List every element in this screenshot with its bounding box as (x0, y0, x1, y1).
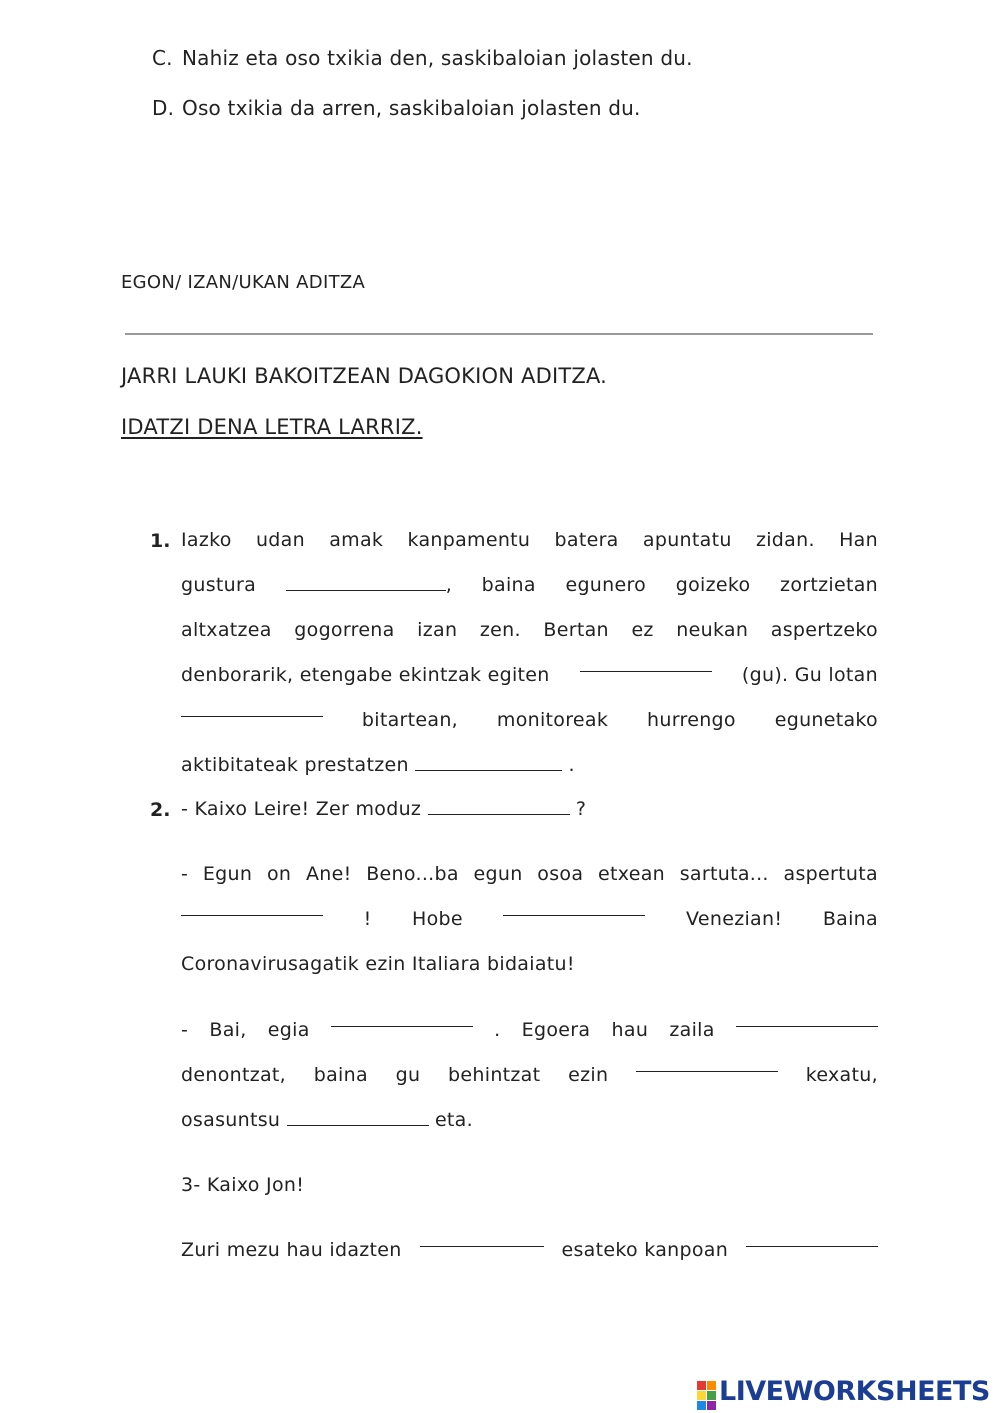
option-letter: C. (152, 46, 173, 70)
exercise-1 (181, 518, 878, 788)
exercise-2-answer-1 (181, 852, 878, 987)
text-line: - Bai, egia . Egoera hau zaila (181, 1008, 878, 1053)
answer-blank[interactable] (286, 572, 446, 591)
text-line: bitartean, monitoreak hurrengo egunetako (181, 698, 878, 743)
exercise-3 (181, 1228, 878, 1273)
answer-blank[interactable] (420, 1228, 544, 1247)
exercise-number: 2. (150, 799, 171, 821)
exercise-3-header: 3- Kaixo Jon! (181, 1174, 305, 1196)
answer-blank[interactable] (503, 897, 645, 916)
instruction-line-2: IDATZI DENA LETRA LARRIZ. (121, 415, 423, 439)
answer-blank[interactable] (580, 653, 712, 672)
option-text: Oso txikia da arren, saskibaloian jolasten du. (182, 96, 641, 120)
logo-text: LIVEWORKSHEETS (719, 1376, 990, 1407)
option-d (152, 96, 641, 120)
answer-blank[interactable] (415, 752, 562, 771)
answer-blank[interactable] (331, 1008, 473, 1027)
instruction-line-1: JARRI LAUKI BAKOITZEAN DAGOKION ADITZA. (121, 364, 608, 388)
exercise-number: 1. (150, 530, 171, 552)
text-line: osasuntsu eta. (181, 1109, 473, 1131)
option-letter: D. (152, 96, 175, 120)
text-line: Zuri mezu hau idazten esateko kanpoan (181, 1228, 878, 1273)
text-line: ! Hobe Venezian! Baina (181, 897, 878, 942)
answer-blank[interactable] (181, 698, 323, 717)
liveworksheets-logo-icon (697, 1381, 716, 1410)
text-line: Coronavirusagatik ezin Italiara bidaiatu! (181, 953, 575, 975)
liveworksheets-logo (697, 1376, 990, 1410)
answer-blank[interactable] (428, 796, 570, 815)
text-line: altxatzea gogorrena izan zen. Bertan ez neukan aspertzeko (181, 619, 878, 641)
answer-blank[interactable] (636, 1053, 778, 1072)
answer-blank[interactable] (736, 1008, 878, 1027)
divider (125, 333, 873, 335)
exercise-2 (181, 787, 586, 832)
section-title: EGON/ IZAN/UKAN ADITZA (121, 272, 366, 293)
answer-blank[interactable] (287, 1107, 429, 1126)
text-line: - Egun on Ane! Beno...ba egun osoa etxean sartuta... aspertuta (181, 863, 878, 885)
answer-blank[interactable] (746, 1228, 878, 1247)
answer-blank[interactable] (181, 897, 323, 916)
text-line: Iazko udan amak kanpamentu batera apuntatu zidan. Han (181, 529, 878, 551)
option-c (152, 46, 693, 70)
text-line: gustura , baina egunero goizeko zortzietan (181, 574, 878, 596)
text-line: denborarik, etengabe ekintzak egiten (gu). Gu lotan (181, 653, 878, 698)
text-line: denontzat, baina gu behintzat ezin kexatu, (181, 1053, 878, 1098)
text-line: - Kaixo Leire! Zer moduz ? (181, 798, 587, 820)
exercise-2-answer-2 (181, 1008, 878, 1143)
option-text: Nahiz eta oso txikia den, saskibaloian jolasten du. (182, 46, 693, 70)
text-line: aktibitateak prestatzen . (181, 754, 575, 776)
